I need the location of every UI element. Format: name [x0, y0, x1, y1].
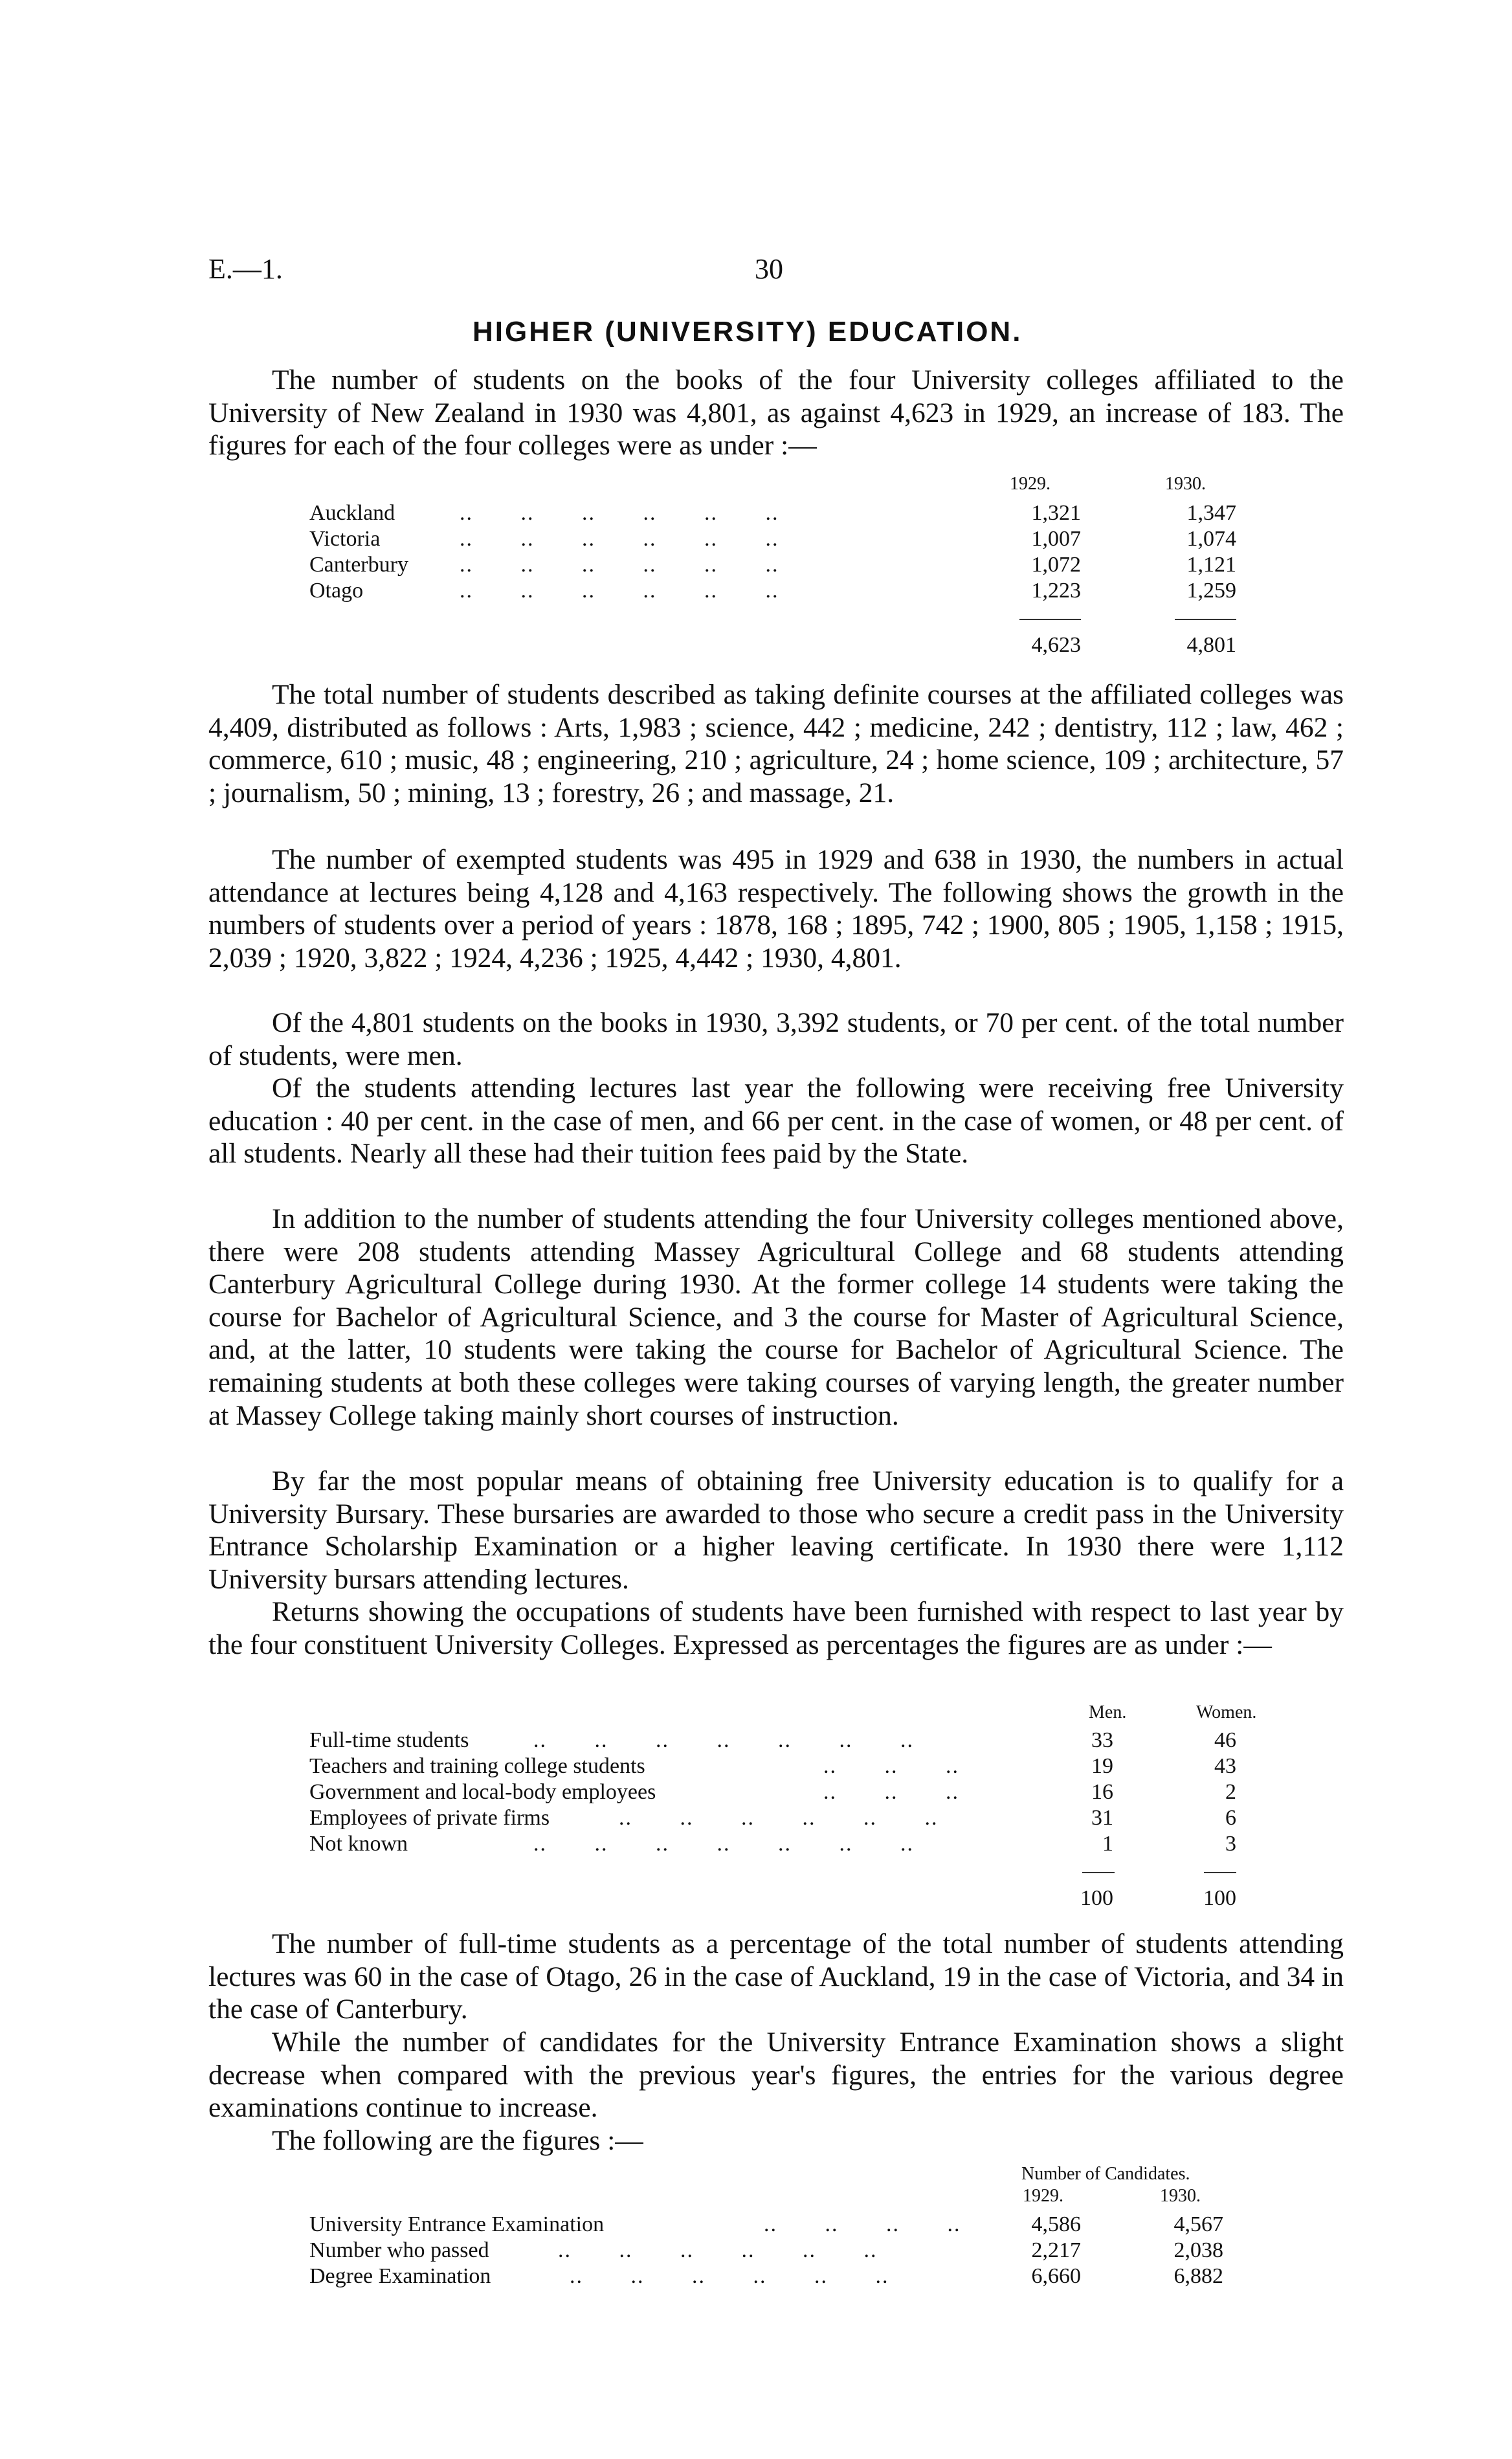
- paragraph-10: While the number of candidates for the University Entrance Examination shows a slight decrease when compared with the previous year's figures, the entries for the various degree examinations continue to increase.: [208, 2027, 1344, 2124]
- value-women: 3: [1225, 1832, 1236, 1856]
- value-women: 2: [1225, 1780, 1236, 1804]
- total-men: 100: [1080, 1886, 1113, 1910]
- document-code: E.—1.: [208, 253, 283, 285]
- paragraph-3: The number of exempted students was 495 in 1929 and 638 in 1930, the numbers in actual attendance at lectures being 4,128 and 4,163 respectively. The following shows the growth in the numbers of students over a period of years : 1878, 168 ; 1895, 742 ; 1900, 805 ; 1905, 1,158 ; 1915, 2,039 ; 1920, 3,822 ; 1924, 4,236 ; 1925, 4,442 ; 1930, 4,801.: [208, 844, 1344, 974]
- exams-col-1930: 1930.: [1160, 2186, 1201, 2206]
- exams-group-header: Number of Candidates.: [1021, 2164, 1190, 2184]
- total-women: 100: [1203, 1886, 1236, 1910]
- value-1929: 6,660: [1031, 2264, 1081, 2288]
- value-1930: 1,259: [1186, 579, 1236, 603]
- value-1930: 6,882: [1173, 2264, 1223, 2288]
- row-label: Employees of private firms: [309, 1806, 550, 1830]
- paragraph-5: Of the students attending lectures last year the following were receiving free University education : 40 per cent. in the case of men, and 66 per cent. in the case of women, or 48 per cent. of all students. Nearly all these had their tuition fees paid by the State.: [208, 1073, 1344, 1170]
- occupations-col-men: Men.: [1089, 1702, 1127, 1722]
- value-1929: 2,217: [1031, 2238, 1081, 2262]
- value-1930: 4,567: [1173, 2212, 1223, 2236]
- colleges-col-1929: 1929.: [1010, 474, 1051, 494]
- row-label: Full-time students: [309, 1728, 469, 1752]
- total-rule: [1019, 619, 1081, 620]
- occupations-col-women: Women.: [1196, 1702, 1257, 1722]
- total-rule: [1204, 1872, 1236, 1873]
- paragraph-4: Of the 4,801 students on the books in 1930, 3,392 students, or 70 per cent. of the total number of students, were men.: [208, 1007, 1344, 1071]
- section-title: HIGHER (UNIVERSITY) EDUCATION.: [472, 316, 1023, 348]
- total-1930: 4,801: [1186, 633, 1236, 657]
- total-1929: 4,623: [1031, 633, 1081, 657]
- row-label: Government and local-body employees: [309, 1780, 656, 1804]
- value-men: 31: [1091, 1806, 1113, 1830]
- value-men: 16: [1091, 1780, 1113, 1804]
- value-women: 46: [1214, 1728, 1236, 1752]
- value-men: 33: [1091, 1728, 1113, 1752]
- paragraph-6: In addition to the number of students attending the four University colleges mentioned above, there were 208 students attending Massey Agricultural College and 68 students attending Canterbury Agricultural College during 1930. At the former college 14 students were taking the course for Bachelor of Agricultural Science, and 3 the course for Master of Agricultural Science, and, at the latter, 10 students were taking the course for Bachelor of Agricultural Science. The remaining students at both these colleges were taking courses of varying length, the greater number at Massey College taking mainly short courses of instruction.: [208, 1203, 1344, 1431]
- value-men: 19: [1091, 1754, 1113, 1778]
- value-1929: 1,321: [1031, 501, 1081, 525]
- document-page: E.—1. 30 HIGHER (UNIVERSITY) EDUCATION. The number of students on the books of the four University colleges affiliated to the University of New Zealand in 1930 was 4,801, as against 4,623 in 1929, an increase of 183. The figures for each of the four colleges were as under :— 1929. 1930. Auckland .. .. .. .. .. .. 1,321 1,347 Victoria .. .. .. .. .. .. 1,007 1,074 Canterbury .. .. .. .. .. .. 1,072 1,121 Otago .. .. .. .. .. .. 1,223 1,259 4,623 4,801 The total number of students described as taking definite courses at the affiliated colleges was 4,409, distributed as follows : Arts, 1,983 ; science, 442 ; medicine, 242 ; dentistry, 112 ; law, 462 ; commerce, 610 ; music, 48 ; engineering, 210 ; agriculture, 24 ; home science, 109 ; architecture, 57 ; journalism, 50 ; mining, 13 ; forestry, 26 ; and massage, 21. The number of exempted students was 495 in 1929 and 638 in 1930, the numbers in actual attendance at lectures being 4,128 and 4,163 respectively. The following shows the growth in the numbers of students over a period of years : 1878, 168 ; 1895, 742 ; 1900, 805 ; 1905, 1,158 ; 1915, 2,039 ; 1920, 3,822 ; 1924, 4,236 ; 1925, 4,442 ; 1930, 4,801. Of the 4,801 students on the books in 1930, 3,392 students, or 70 per cent. of the total number of students, were men. Of the students attending lectures last year the following were receiving free University education : 40 per cent. in the case of men, and 66 per cent. in the case of women, or 48 per cent. of all students. Nearly all these had their tuition fees paid by the State. In addition to the number of students attending the four University colleges mentioned above, there were 208 students attending Massey Agricultural College and 68 students attending Canterbury Agricultural College during 1930. At the former college 14 students were taking the course for Bachelor of Agricultural Science, and 3 the course for Master of Agricultural Science, and, at the latter, 10 students were taking the course for Bachelor of Agricultural Science. The remaining students at both these colleges were taking courses of varying length, the greater number at Massey College taking mainly short courses of instruction. By far the most popular means of obtaining free University education is to qualify for a University Bursary. These bursaries are awarded to those who secure a credit pass in the University Entrance Scholarship Examination or a higher leaving certificate. In 1930 there were 1,112 University bursars attending lectures. Returns showing the occupations of students have been furnished with respect to last year by the four constituent University Colleges. Expressed as percentages the figures are as under :— Men. Women. Full-time students .. .. .. .. .. .. .. 33 46 Teachers and training college students .. .. .. 19 43 Government and local-body employees .. .. .. 16 2 Employees of private firms .. .. .. .. .. .. 31 6 Not known .. .. .. .. .. .. .. 1 3 100 100 The number of full-time students as a percentage of the total number of students attending lectures was 60 in the case of Otago, 26 in the case of Auckland, 19 in the case of Victoria, and 34 in the case of Canterbury. While the number of candidates for the University Entrance Examination shows a slight decrease when compared with the previous year's figures, the entries for the various degree examinations continue to increase. The following are the figures :— Number of Candidates. 1929. 1930. University Entrance Examination .. .. .. .. 4,586 4,567 Number who passed .. .. .. .. .. .. 2,217 2,038 Degree Examination .. .. .. .. .. .. 6,660 6,882: [0, 0, 1512, 2459]
- value-1929: 1,223: [1031, 579, 1081, 603]
- paragraph-1: The number of students on the books of the four University colleges affiliated to the University of New Zealand in 1930 was 4,801, as against 4,623 in 1929, an increase of 183. The figures for each of the four colleges were as under :—: [208, 364, 1344, 462]
- exams-col-1929: 1929.: [1023, 2186, 1063, 2206]
- row-label: Canterbury: [309, 553, 408, 577]
- total-rule: [1082, 1872, 1115, 1873]
- value-1930: 1,121: [1186, 553, 1236, 577]
- value-men: 1: [1102, 1832, 1113, 1856]
- paragraph-2: The total number of students described as taking definite courses at the affiliated colleges was 4,409, distributed as follows : Arts, 1,983 ; science, 442 ; medicine, 242 ; dentistry, 112 ; law, 462 ; commerce, 610 ; music, 48 ; engineering, 210 ; agriculture, 24 ; home science, 109 ; architecture, 57 ; journalism, 50 ; mining, 13 ; forestry, 26 ; and massage, 21.: [208, 679, 1344, 808]
- row-label: Auckland: [309, 501, 395, 525]
- value-1930: 1,074: [1186, 527, 1236, 551]
- paragraph-7: By far the most popular means of obtaining free University education is to qualify for a University Bursary. These bursaries are awarded to those who secure a credit pass in the University Entrance Scholarship Examination or a higher leaving certificate. In 1930 there were 1,112 University bursars attending lectures.: [208, 1465, 1344, 1595]
- total-rule: [1175, 619, 1236, 620]
- value-1929: 4,586: [1031, 2212, 1081, 2236]
- row-label: Victoria: [309, 527, 381, 551]
- row-label: Number who passed: [309, 2238, 489, 2262]
- value-1929: 1,072: [1031, 553, 1081, 577]
- row-label: Teachers and training college students: [309, 1754, 645, 1778]
- value-1929: 1,007: [1031, 527, 1081, 551]
- page-number: 30: [755, 253, 783, 285]
- paragraph-8: Returns showing the occupations of students have been furnished with respect to last year by the four constituent University Colleges. Expressed as percentages the figures are as under :—: [208, 1596, 1344, 1660]
- value-1930: 1,347: [1186, 501, 1236, 525]
- row-label: University Entrance Examination: [309, 2212, 605, 2236]
- value-women: 43: [1214, 1754, 1236, 1778]
- value-1930: 2,038: [1173, 2238, 1223, 2262]
- row-label: Degree Examination: [309, 2264, 491, 2288]
- row-label: Otago: [309, 579, 364, 603]
- value-women: 6: [1225, 1806, 1236, 1830]
- paragraph-11: The following are the figures :—: [272, 2125, 643, 2156]
- row-label: Not known: [309, 1832, 408, 1856]
- colleges-col-1930: 1930.: [1165, 474, 1206, 494]
- paragraph-9: The number of full-time students as a percentage of the total number of students attending lectures was 60 in the case of Otago, 26 in the case of Auckland, 19 in the case of Victoria, and 34 in the case of Canterbury.: [208, 1928, 1344, 2025]
